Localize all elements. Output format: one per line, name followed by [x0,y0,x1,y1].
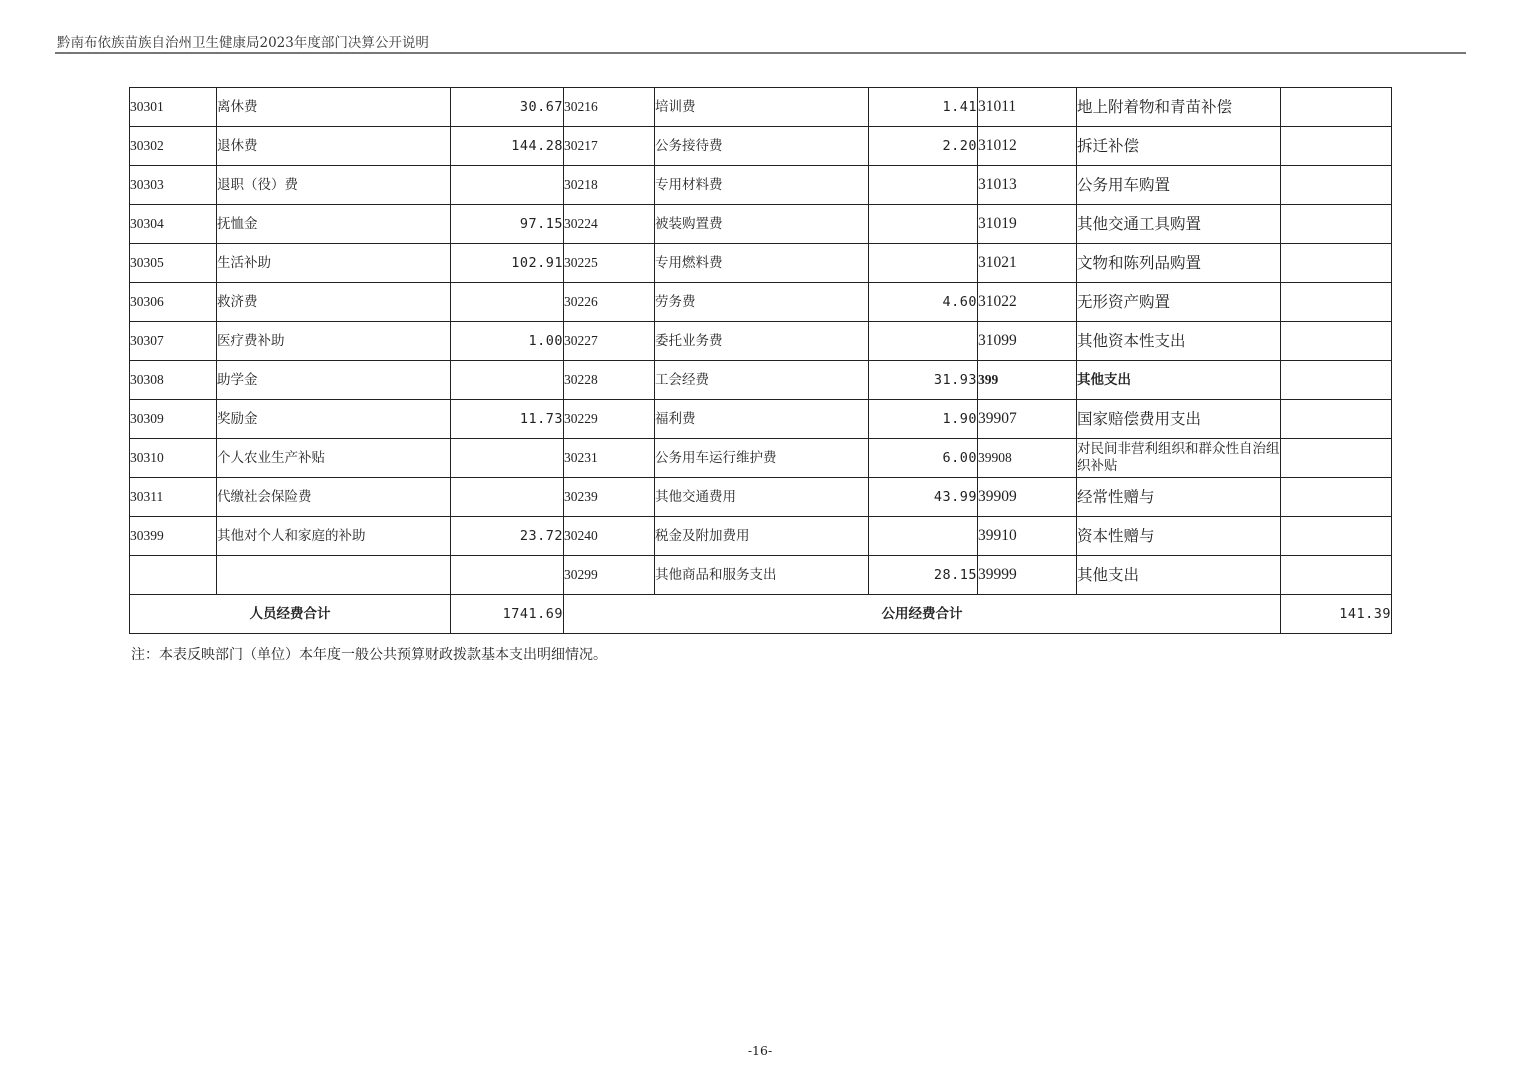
public-amount-cell: 28.15 [869,556,978,595]
capital-amount-cell [1281,88,1392,127]
capital-code-cell: 31099 [978,322,1077,361]
capital-code-cell: 399 [978,361,1077,400]
capital-code-cell: 31012 [978,127,1077,166]
public-amount-cell: 6.00 [869,439,978,478]
personnel-item-cell: 退休费 [217,127,451,166]
personnel-amount-cell: 144.28 [451,127,564,166]
capital-amount-cell [1281,244,1392,283]
table-row [130,517,1392,556]
public-code-cell: 30216 [564,88,655,127]
table-totals [130,595,1392,634]
public-code-cell: 30231 [564,439,655,478]
public-code-cell: 30239 [564,478,655,517]
public-item-cell: 公务接待费 [655,127,869,166]
table-body [130,88,1392,595]
personnel-amount-cell [451,283,564,322]
capital-amount-cell [1281,205,1392,244]
personnel-item-cell: 抚恤金 [217,205,451,244]
personnel-amount-cell: 97.15 [451,205,564,244]
public-amount-cell [869,244,978,283]
capital-item-cell: 文物和陈列品购置 [1077,244,1281,283]
capital-item-cell: 无形资产购置 [1077,283,1281,322]
personnel-code-cell: 30308 [130,361,217,400]
public-amount-cell [869,166,978,205]
personnel-code-cell: 30307 [130,322,217,361]
personnel-item-cell: 救济费 [217,283,451,322]
public-item-cell: 工会经费 [655,361,869,400]
capital-item-cell: 其他交通工具购置 [1077,205,1281,244]
personnel-item-cell: 生活补助 [217,244,451,283]
capital-item-cell: 经常性赠与 [1077,478,1281,517]
public-code-cell: 30225 [564,244,655,283]
public-amount-cell: 43.99 [869,478,978,517]
personnel-item-cell [217,556,451,595]
public-item-cell: 培训费 [655,88,869,127]
capital-code-cell: 31011 [978,88,1077,127]
public-code-cell: 30217 [564,127,655,166]
capital-item-cell: 国家赔偿费用支出 [1077,400,1281,439]
public-amount-cell [869,322,978,361]
public-item-cell: 其他交通费用 [655,478,869,517]
personnel-code-cell: 30310 [130,439,217,478]
personnel-amount-cell [451,556,564,595]
public-code-cell: 30228 [564,361,655,400]
public-item-cell: 福利费 [655,400,869,439]
capital-code-cell: 39909 [978,478,1077,517]
personnel-amount-cell [451,361,564,400]
personnel-amount-cell [451,439,564,478]
public-item-cell: 劳务费 [655,283,869,322]
personnel-amount-cell [451,166,564,205]
personnel-total-label: 人员经费合计 [130,595,451,634]
expenditure-detail-table [129,87,1392,634]
capital-item-cell: 其他支出 [1077,361,1281,400]
public-amount-cell: 4.60 [869,283,978,322]
table-row [130,322,1392,361]
capital-code-cell: 39908 [978,439,1077,478]
table-row [130,400,1392,439]
table-footnote: 注：本表反映部门（单位）本年度一般公共预算财政拨款基本支出明细情况。 [131,647,607,663]
table-row [130,127,1392,166]
public-item-cell: 公务用车运行维护费 [655,439,869,478]
public-code-cell: 30240 [564,517,655,556]
capital-amount-cell [1281,322,1392,361]
table-row [130,478,1392,517]
table-row [130,283,1392,322]
personnel-code-cell: 30399 [130,517,217,556]
public-amount-cell: 1.90 [869,400,978,439]
table-row [130,166,1392,205]
personnel-code-cell: 30303 [130,166,217,205]
personnel-code-cell: 30306 [130,283,217,322]
personnel-code-cell: 30305 [130,244,217,283]
capital-amount-cell [1281,283,1392,322]
table-row [130,556,1392,595]
capital-amount-cell [1281,478,1392,517]
public-item-cell: 委托业务费 [655,322,869,361]
personnel-item-cell: 其他对个人和家庭的补助 [217,517,451,556]
public-item-cell: 专用材料费 [655,166,869,205]
personnel-item-cell: 离休费 [217,88,451,127]
personnel-item-cell: 退职（役）费 [217,166,451,205]
public-amount-cell: 31.93 [869,361,978,400]
capital-amount-cell [1281,361,1392,400]
public-code-cell: 30226 [564,283,655,322]
public-code-cell: 30229 [564,400,655,439]
personnel-amount-cell: 11.73 [451,400,564,439]
table-row [130,439,1392,478]
page-header-title: 黔南布依族苗族自治州卫生健康局2023年度部门决算公开说明 [57,35,429,51]
capital-amount-cell [1281,127,1392,166]
capital-item-cell: 公务用车购置 [1077,166,1281,205]
capital-code-cell: 31013 [978,166,1077,205]
capital-code-cell: 39907 [978,400,1077,439]
capital-code-cell: 31021 [978,244,1077,283]
public-code-cell: 30218 [564,166,655,205]
capital-amount-cell [1281,400,1392,439]
personnel-item-cell: 代缴社会保险费 [217,478,451,517]
capital-item-cell: 拆迁补偿 [1077,127,1281,166]
table-row [130,244,1392,283]
personnel-item-cell: 奖励金 [217,400,451,439]
personnel-amount-cell [451,478,564,517]
personnel-code-cell [130,556,217,595]
capital-code-cell: 31022 [978,283,1077,322]
table-row [130,361,1392,400]
capital-amount-cell [1281,439,1392,478]
public-item-cell: 被装购置费 [655,205,869,244]
personnel-item-cell: 个人农业生产补贴 [217,439,451,478]
totals-row [130,595,1392,634]
public-amount-cell: 2.20 [869,127,978,166]
public-code-cell: 30227 [564,322,655,361]
personnel-item-cell: 医疗费补助 [217,322,451,361]
personnel-amount-cell: 23.72 [451,517,564,556]
public-item-cell: 专用燃料费 [655,244,869,283]
capital-item-cell: 其他支出 [1077,556,1281,595]
table-row [130,205,1392,244]
public-amount-cell [869,517,978,556]
personnel-amount-cell: 1.00 [451,322,564,361]
header-divider [55,52,1466,54]
personnel-amount-cell: 102.91 [451,244,564,283]
public-amount-cell [869,205,978,244]
personnel-code-cell: 30301 [130,88,217,127]
capital-code-cell: 31019 [978,205,1077,244]
capital-amount-cell [1281,166,1392,205]
public-code-cell: 30299 [564,556,655,595]
capital-code-cell: 39999 [978,556,1077,595]
public-amount-cell: 1.41 [869,88,978,127]
page-number: -16- [747,1043,773,1058]
public-code-cell: 30224 [564,205,655,244]
public-item-cell: 税金及附加费用 [655,517,869,556]
capital-item-cell: 其他资本性支出 [1077,322,1281,361]
public-total-label: 公用经费合计 [564,595,1281,634]
personnel-code-cell: 30304 [130,205,217,244]
capital-item-cell: 资本性赠与 [1077,517,1281,556]
public-total-value: 141.39 [1281,595,1392,634]
capital-amount-cell [1281,517,1392,556]
capital-item-cell: 对民间非营利组织和群众性自治组织补贴 [1077,439,1281,478]
public-item-cell: 其他商品和服务支出 [655,556,869,595]
table-row [130,88,1392,127]
capital-amount-cell [1281,556,1392,595]
personnel-code-cell: 30311 [130,478,217,517]
capital-code-cell: 39910 [978,517,1077,556]
personnel-total-value: 1741.69 [451,595,564,634]
personnel-amount-cell: 30.67 [451,88,564,127]
personnel-code-cell: 30309 [130,400,217,439]
capital-item-cell: 地上附着物和青苗补偿 [1077,88,1281,127]
personnel-code-cell: 30302 [130,127,217,166]
personnel-item-cell: 助学金 [217,361,451,400]
